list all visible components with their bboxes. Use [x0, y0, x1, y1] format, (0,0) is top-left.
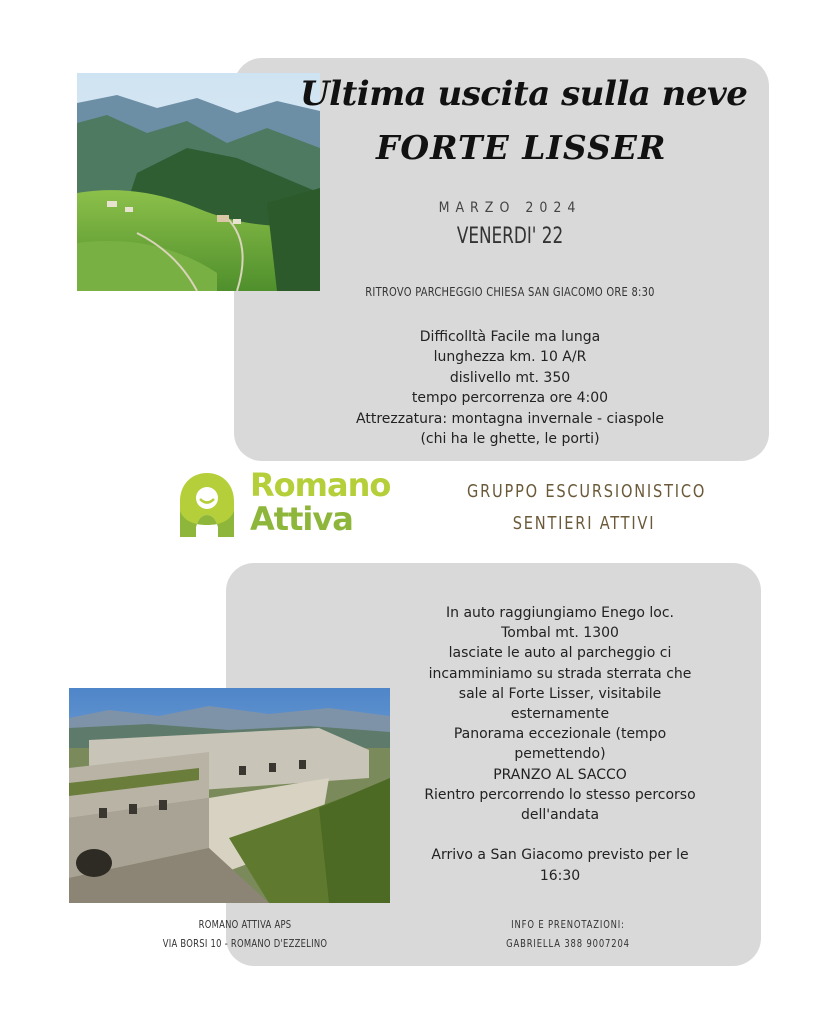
elevation-line: dislivello mt. 350	[449, 369, 571, 386]
duration-line: tempo percorrenza ore 4:00	[411, 390, 609, 407]
route-line: lasciate le auto al parcheggio ci	[448, 645, 672, 662]
route-line: sale al Forte Lisser, visitabile	[458, 685, 662, 702]
route-line: In auto raggiungiamo Enego loc.	[446, 605, 674, 621]
event-subtitle: FORTE LISSER	[376, 128, 667, 167]
romano-attiva-logo-text	[250, 468, 390, 536]
lunch-line: PRANZO AL SACCO	[493, 766, 627, 783]
route-line: incamminiamo su strada sterrata che	[428, 665, 692, 682]
event-month: MARZO 2024	[438, 200, 582, 216]
length-line: lunghezza km. 10 A/R	[433, 349, 587, 366]
route-line: dell'andata	[520, 807, 600, 824]
group-subname: SENTIERI ATTIVI	[512, 513, 656, 534]
route-line: Tombal mt. 1300	[501, 625, 619, 642]
route-description	[420, 603, 700, 886]
hike-details	[340, 327, 680, 449]
org-address: VIA BORSI 10 - ROMANO D'EZZELINO	[162, 937, 328, 950]
difficulty-line: Difficolltà Facile ma lunga	[419, 329, 601, 345]
mountain-valley-photo	[77, 73, 320, 291]
event-title: Ultima uscita sulla neve	[300, 74, 748, 114]
logo-word-romano: Romano	[250, 466, 391, 504]
route-line: esternamente	[510, 706, 610, 723]
gaiters-note: (chi ha le ghette, le porti)	[420, 431, 600, 448]
fort-ruins-photo	[69, 688, 390, 903]
route-line: Panorama eccezionale (tempo	[453, 726, 667, 743]
meeting-point: RITROVO PARCHEGGIO CHIESA SAN GIACOMO ORE 8:30	[365, 284, 655, 299]
route-line: Rientro percorrendo lo stesso percorso	[424, 786, 696, 803]
route-line: pemettendo)	[514, 746, 606, 763]
blank-line	[420, 825, 700, 845]
equipment-line: Attrezzatura: montagna invernale - ciaspole	[356, 410, 664, 427]
logo-word-attiva: Attiva	[250, 500, 353, 538]
contact-phone: GABRIELLA 388 9007204	[506, 937, 630, 950]
contact-heading: INFO E PRENOTAZIONI:	[511, 918, 625, 931]
event-day: VENERDI' 22	[456, 224, 564, 249]
arrival-line: Arrivo a San Giacomo previsto per le	[431, 847, 689, 864]
group-name: GRUPPO ESCURSIONISTICO	[467, 481, 707, 502]
romano-attiva-logo-icon	[178, 471, 236, 539]
arrival-time: 16:30	[539, 867, 581, 884]
org-name: ROMANO ATTIVA APS	[198, 918, 292, 931]
